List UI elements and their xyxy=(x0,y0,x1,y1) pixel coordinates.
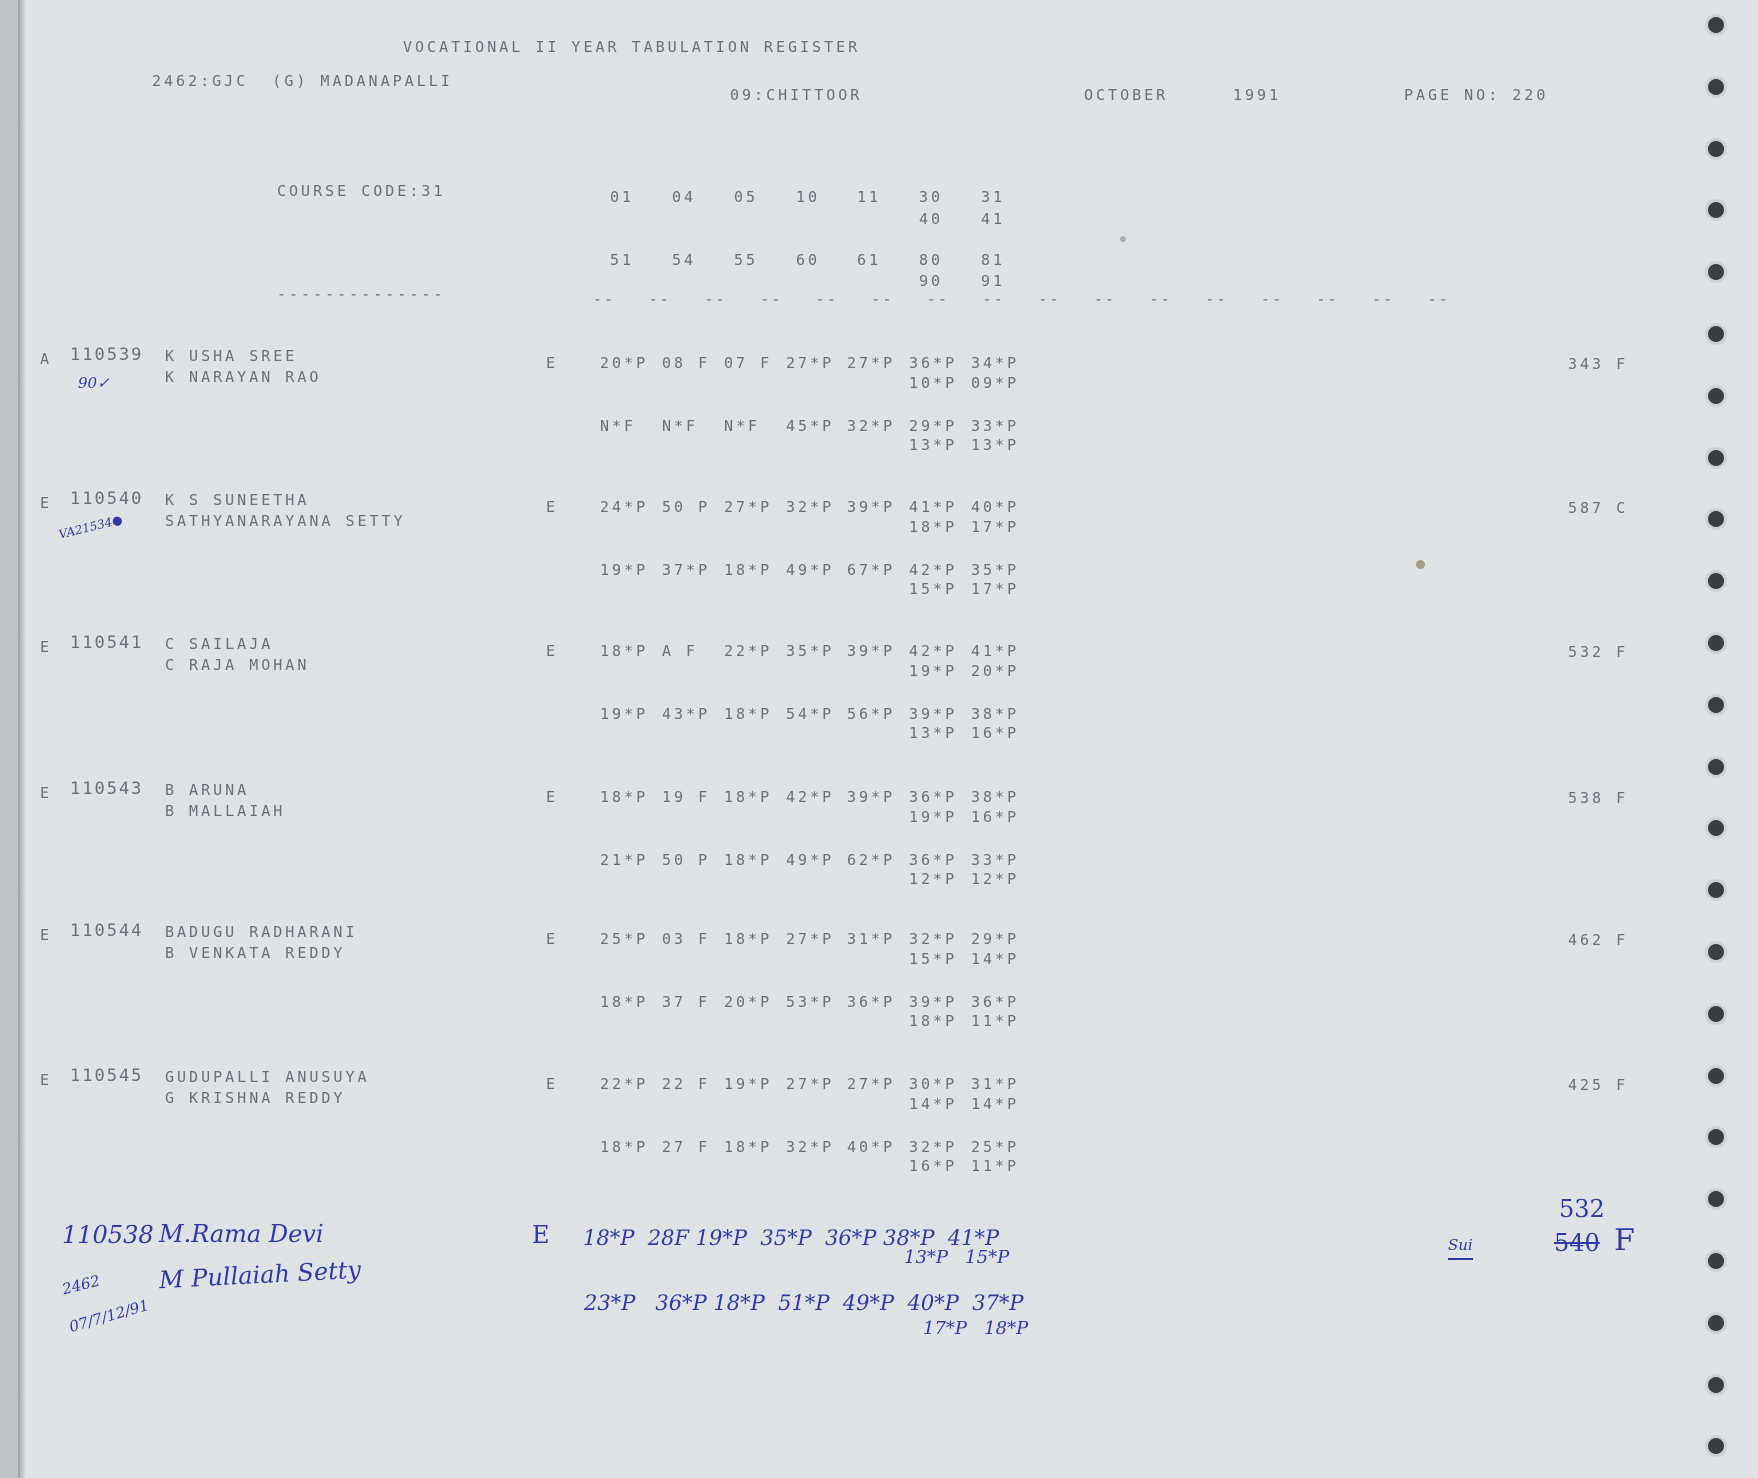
mark: 18*P xyxy=(724,561,773,579)
mark: 37*P xyxy=(662,561,711,579)
mark: 53*P xyxy=(786,993,835,1011)
mark: 32*P xyxy=(786,498,835,516)
mark: 20*P xyxy=(600,354,649,372)
medium: E xyxy=(546,930,559,948)
mark: 33*P xyxy=(971,851,1020,869)
mark: 18*P xyxy=(600,642,649,660)
mark: 18*P xyxy=(724,788,773,806)
student-roll: 110545 xyxy=(70,1066,144,1086)
mark: 22 F xyxy=(662,1075,711,1093)
mark: 14*P xyxy=(971,950,1020,968)
hw-marks-2b: 17*P 18*P xyxy=(923,1318,1029,1339)
mark: 27*P xyxy=(786,1075,835,1093)
subject-code: 01 xyxy=(610,188,635,206)
mark: 14*P xyxy=(909,1095,958,1113)
mark: 27*P xyxy=(786,354,835,372)
punch-hole xyxy=(1708,264,1724,280)
punch-hole xyxy=(1708,573,1724,589)
mark: 12*P xyxy=(971,870,1020,888)
mark: 11*P xyxy=(971,1157,1020,1175)
mark: 41*P xyxy=(909,498,958,516)
subject-code: 55 xyxy=(734,251,759,269)
mark: 36*P xyxy=(909,354,958,372)
student-total: 343 F xyxy=(1568,355,1629,373)
medium: E xyxy=(546,498,559,516)
subject-code: 41 xyxy=(981,210,1006,228)
mark: 36*P xyxy=(909,788,958,806)
mark: 62*P xyxy=(847,851,896,869)
student-category: E xyxy=(40,638,53,656)
mark: 29*P xyxy=(971,930,1020,948)
paper-spot xyxy=(1120,236,1126,242)
subject-code: 05 xyxy=(734,188,759,206)
hw-name: M.Rama Devi xyxy=(159,1220,324,1248)
mark: 27*P xyxy=(847,1075,896,1093)
mark: 36*P xyxy=(971,993,1020,1011)
mark: 42*P xyxy=(909,642,958,660)
handwritten-note: 90✓ xyxy=(78,374,110,392)
punch-hole xyxy=(1708,1068,1724,1084)
student-category: E xyxy=(40,494,53,512)
mark: 17*P xyxy=(971,518,1020,536)
mark: 34*P xyxy=(971,354,1020,372)
mark: 32*P xyxy=(786,1138,835,1156)
mark: 30*P xyxy=(909,1075,958,1093)
college-name: 2462:GJC (G) MADANAPALLI xyxy=(152,72,453,90)
paper-spot xyxy=(1416,560,1425,569)
student-roll: 110543 xyxy=(70,779,144,799)
hw-roll: 110538 xyxy=(62,1221,154,1249)
mark: 15*P xyxy=(909,580,958,598)
mark: 29*P xyxy=(909,417,958,435)
subject-code: 04 xyxy=(672,188,697,206)
mark: 39*P xyxy=(847,788,896,806)
mark: 40*P xyxy=(847,1138,896,1156)
hw-father: M Pullaiah Setty xyxy=(158,1255,362,1295)
mark: 36*P xyxy=(909,851,958,869)
mark: 09*P xyxy=(971,374,1020,392)
subject-code: 60 xyxy=(796,251,821,269)
mark: 18*P xyxy=(724,705,773,723)
punch-hole xyxy=(1708,141,1724,157)
hw-marks-1b: 13*P 15*P xyxy=(904,1247,1010,1268)
mark: 10*P xyxy=(909,374,958,392)
mark: 21*P xyxy=(600,851,649,869)
hw-marks-1: 18*P 28F 19*P 35*P 36*P 38*P 41*P xyxy=(583,1226,1000,1250)
subject-code: 61 xyxy=(857,251,882,269)
mark: 18*P xyxy=(909,518,958,536)
hw-result: F xyxy=(1614,1223,1635,1258)
mark: 16*P xyxy=(971,808,1020,826)
mark: 17*P xyxy=(971,580,1020,598)
hw-total-new: 532 xyxy=(1559,1195,1605,1223)
district-name: 09:CHITTOOR xyxy=(730,86,863,104)
mark: N*F xyxy=(600,417,637,435)
mark: 11*P xyxy=(971,1012,1020,1030)
mark: 27*P xyxy=(724,498,773,516)
hw-date: 07/7/12/91 xyxy=(67,1296,151,1336)
handwritten-note: VA21534● xyxy=(57,512,124,542)
mark: 18*P xyxy=(724,930,773,948)
subject-code: 54 xyxy=(672,251,697,269)
exam-year: 1991 xyxy=(1233,86,1282,104)
student-name: K S SUNEETHA xyxy=(165,491,310,509)
mark: 18*P xyxy=(600,788,649,806)
mark: 19*P xyxy=(600,705,649,723)
mark: 20*P xyxy=(724,993,773,1011)
punch-hole xyxy=(1708,697,1724,713)
subject-code: 51 xyxy=(610,251,635,269)
mark: 19 F xyxy=(662,788,711,806)
mark: 12*P xyxy=(909,870,958,888)
mark: 16*P xyxy=(909,1157,958,1175)
mark: 45*P xyxy=(786,417,835,435)
mark: N*F xyxy=(724,417,761,435)
subject-code: 40 xyxy=(919,210,944,228)
mark: 19*P xyxy=(909,662,958,680)
mark: 35*P xyxy=(786,642,835,660)
mark: 13*P xyxy=(909,724,958,742)
mark: 18*P xyxy=(600,1138,649,1156)
student-total: 425 F xyxy=(1568,1076,1629,1094)
student-total: 532 F xyxy=(1568,643,1629,661)
mark: 13*P xyxy=(909,436,958,454)
medium: E xyxy=(546,354,559,372)
mark: 20*P xyxy=(971,662,1020,680)
mark: 19*P xyxy=(724,1075,773,1093)
mark: 54*P xyxy=(786,705,835,723)
student-name: BADUGU RADHARANI xyxy=(165,923,358,941)
hw-marks-2: 23*P 36*P 18*P 51*P 49*P 40*P 37*P xyxy=(584,1291,1024,1315)
mark: 13*P xyxy=(971,436,1020,454)
subject-code: 11 xyxy=(857,188,882,206)
punch-hole xyxy=(1708,17,1724,33)
mark: 25*P xyxy=(971,1138,1020,1156)
mark: 42*P xyxy=(909,561,958,579)
punch-hole xyxy=(1708,882,1724,898)
mark: 56*P xyxy=(847,705,896,723)
mark: 31*P xyxy=(847,930,896,948)
punch-hole xyxy=(1708,1377,1724,1393)
punch-hole xyxy=(1708,388,1724,404)
exam-month: OCTOBER xyxy=(1084,86,1169,104)
medium: E xyxy=(546,788,559,806)
mark: 32*P xyxy=(847,417,896,435)
student-roll: 110540 xyxy=(70,489,144,509)
mark: 14*P xyxy=(971,1095,1020,1113)
mark: 31*P xyxy=(971,1075,1020,1093)
punch-hole xyxy=(1708,820,1724,836)
student-name: GUDUPALLI ANUSUYA xyxy=(165,1068,370,1086)
subject-code: 81 xyxy=(981,251,1006,269)
father-name: G KRISHNA REDDY xyxy=(165,1089,346,1107)
register-title: VOCATIONAL II YEAR TABULATION REGISTER xyxy=(403,38,861,56)
mark: 40*P xyxy=(971,498,1020,516)
mark: 24*P xyxy=(600,498,649,516)
hw-medium: E xyxy=(532,1221,550,1249)
father-name: K NARAYAN RAO xyxy=(165,368,322,386)
register-page xyxy=(18,0,1758,1478)
mark: 49*P xyxy=(786,561,835,579)
student-total: 587 C xyxy=(1568,499,1629,517)
subject-code: 10 xyxy=(796,188,821,206)
mark: 37 F xyxy=(662,993,711,1011)
student-roll: 110544 xyxy=(70,921,144,941)
hw-total-old: 540 xyxy=(1554,1229,1600,1257)
mark: 39*P xyxy=(909,705,958,723)
mark: 25*P xyxy=(600,930,649,948)
mark: 39*P xyxy=(847,642,896,660)
punch-hole xyxy=(1708,1315,1724,1331)
subject-code: 91 xyxy=(981,272,1006,290)
mark: 19*P xyxy=(600,561,649,579)
mark: 22*P xyxy=(724,642,773,660)
subject-code: 30 xyxy=(919,188,944,206)
mark: 19*P xyxy=(909,808,958,826)
mark: 35*P xyxy=(971,561,1020,579)
father-name: B MALLAIAH xyxy=(165,802,286,820)
student-roll: 110541 xyxy=(70,633,144,653)
student-category: E xyxy=(40,1071,53,1089)
student-category: E xyxy=(40,926,53,944)
column-dashes: -- -- -- -- -- -- -- -- -- -- -- -- -- -- -- -- xyxy=(593,290,1451,308)
mark: 39*P xyxy=(847,498,896,516)
mark: 27 F xyxy=(662,1138,711,1156)
student-name: C SAILAJA xyxy=(165,635,274,653)
student-name: K USHA SREE xyxy=(165,347,298,365)
punch-hole xyxy=(1708,635,1724,651)
subject-code: 80 xyxy=(919,251,944,269)
punch-hole xyxy=(1708,511,1724,527)
mark: 67*P xyxy=(847,561,896,579)
mark: 07 F xyxy=(724,354,773,372)
punch-hole xyxy=(1708,1253,1724,1269)
mark: 08 F xyxy=(662,354,711,372)
mark: 50 P xyxy=(662,851,711,869)
mark: 36*P xyxy=(847,993,896,1011)
punch-hole xyxy=(1708,326,1724,342)
mark: 33*P xyxy=(971,417,1020,435)
mark: 16*P xyxy=(971,724,1020,742)
mark: 03 F xyxy=(662,930,711,948)
hw-ref: 2462 xyxy=(60,1271,102,1299)
mark: 18*P xyxy=(600,993,649,1011)
mark: 18*P xyxy=(909,1012,958,1030)
father-name: SATHYANARAYANA SETTY xyxy=(165,512,406,530)
course-dash-line: -------------- xyxy=(277,285,446,303)
mark: 49*P xyxy=(786,851,835,869)
mark: N*F xyxy=(662,417,699,435)
student-total: 538 F xyxy=(1568,789,1629,807)
student-name: B ARUNA xyxy=(165,781,250,799)
mark: 18*P xyxy=(724,851,773,869)
punch-hole xyxy=(1708,1438,1724,1454)
father-name: B VENKATA REDDY xyxy=(165,944,346,962)
mark: 50 P xyxy=(662,498,711,516)
punch-hole xyxy=(1708,759,1724,775)
page-edge xyxy=(18,0,26,1478)
hw-signature: Sui xyxy=(1448,1232,1473,1260)
mark: 18*P xyxy=(724,1138,773,1156)
punch-hole xyxy=(1708,79,1724,95)
mark: 27*P xyxy=(847,354,896,372)
mark: 27*P xyxy=(786,930,835,948)
mark: 15*P xyxy=(909,950,958,968)
mark: 42*P xyxy=(786,788,835,806)
page-number: PAGE NO: 220 xyxy=(1404,86,1549,104)
punch-hole xyxy=(1708,1191,1724,1207)
medium: E xyxy=(546,642,559,660)
student-roll: 110539 xyxy=(70,345,144,365)
subject-code: 90 xyxy=(919,272,944,290)
punch-hole xyxy=(1708,1129,1724,1145)
mark: 38*P xyxy=(971,705,1020,723)
course-code-label: COURSE CODE:31 xyxy=(277,182,446,200)
mark: 41*P xyxy=(971,642,1020,660)
mark: 39*P xyxy=(909,993,958,1011)
subject-code: 31 xyxy=(981,188,1006,206)
student-category: A xyxy=(40,350,53,368)
father-name: C RAJA MOHAN xyxy=(165,656,310,674)
punch-hole xyxy=(1708,944,1724,960)
mark: 43*P xyxy=(662,705,711,723)
student-total: 462 F xyxy=(1568,931,1629,949)
punch-hole xyxy=(1708,1006,1724,1022)
mark: 32*P xyxy=(909,930,958,948)
medium: E xyxy=(546,1075,559,1093)
mark: A F xyxy=(662,642,699,660)
mark: 22*P xyxy=(600,1075,649,1093)
mark: 38*P xyxy=(971,788,1020,806)
student-category: E xyxy=(40,784,53,802)
mark: 32*P xyxy=(909,1138,958,1156)
punch-hole xyxy=(1708,202,1724,218)
punch-hole xyxy=(1708,450,1724,466)
